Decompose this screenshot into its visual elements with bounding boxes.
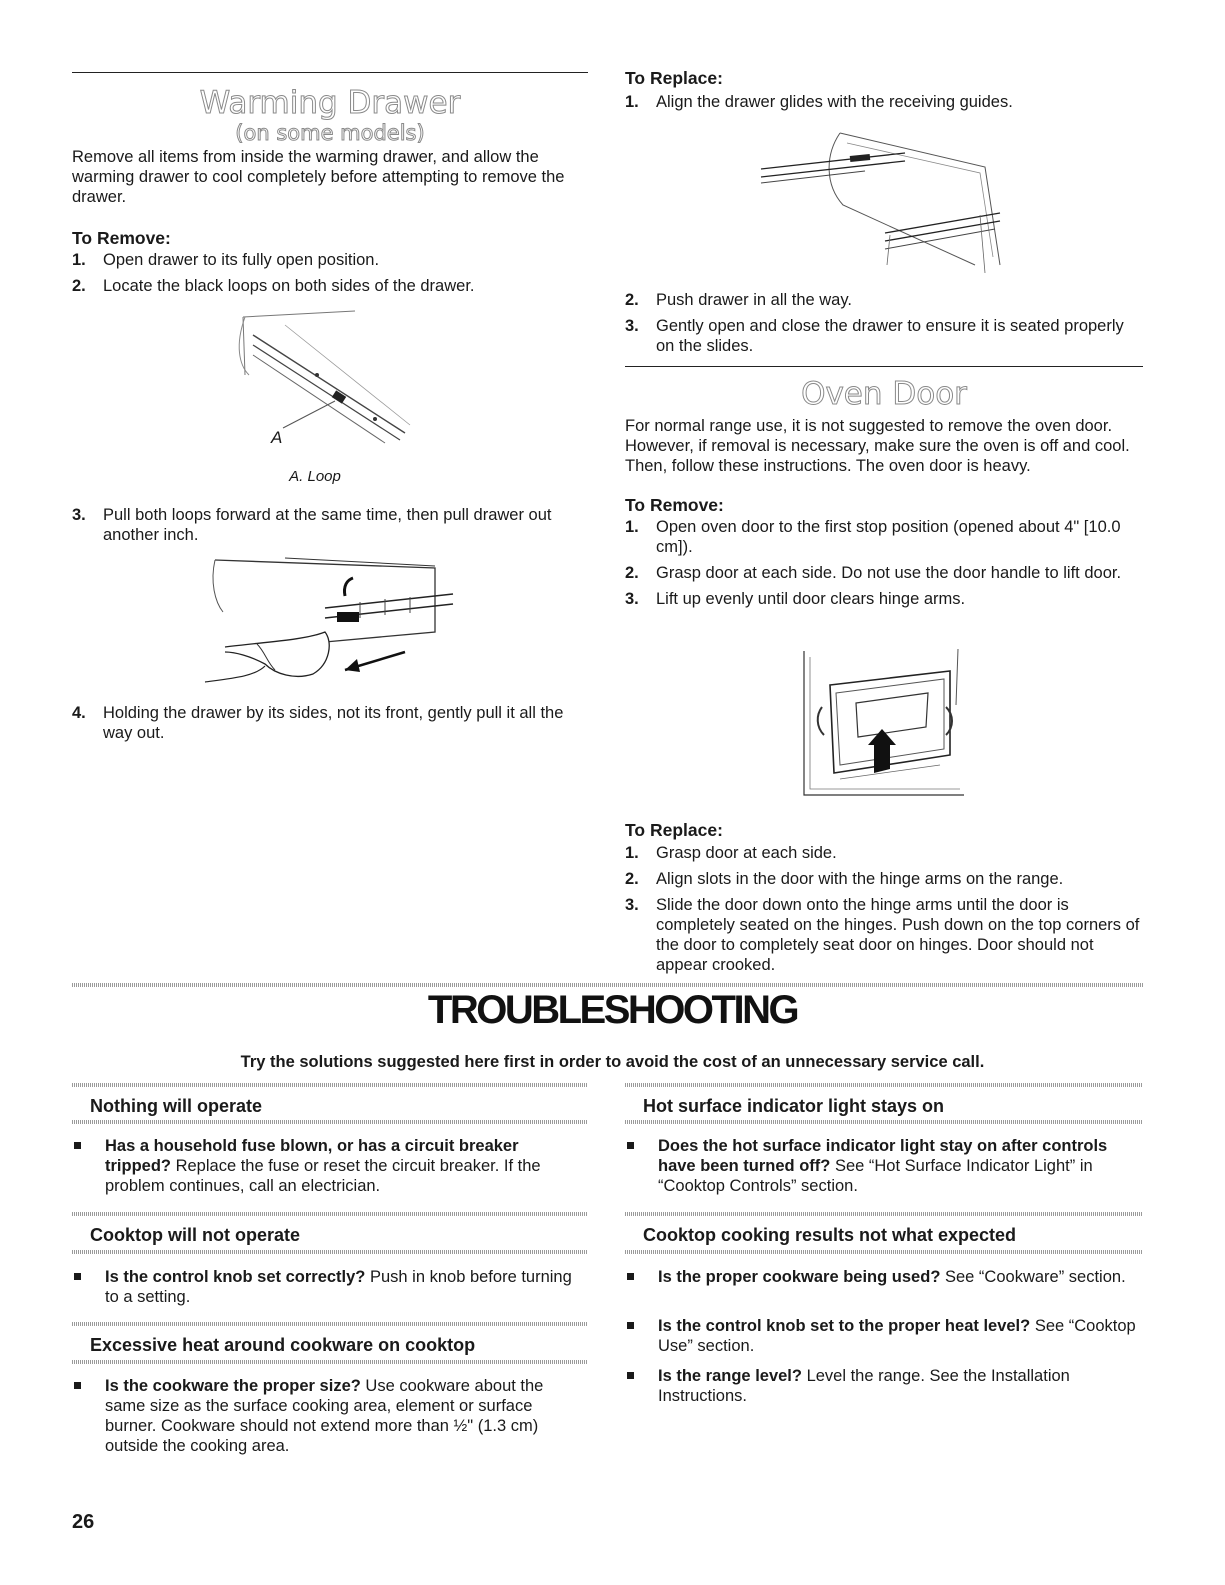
page-number: 26	[72, 1511, 95, 1533]
step-text: Pull both loops forward at the same time, then pull drawer out another inch.	[103, 506, 552, 544]
step-number: 4.	[72, 704, 86, 722]
warming-drawer-intro: Remove all items from inside the warming drawer, and allow the warming drawer to cool completely before attempting to remove the drawer.	[72, 148, 565, 206]
section-rule	[625, 366, 1143, 367]
list-item	[72, 276, 588, 296]
problem-divider	[72, 1322, 588, 1326]
step-number: 2.	[625, 564, 639, 582]
list-item	[625, 1366, 1145, 1406]
step-text: Open drawer to its fully open position.	[103, 251, 380, 269]
drawer-glides-illustration	[755, 125, 1015, 280]
problem-divider	[72, 1250, 588, 1254]
step-number: 1.	[625, 93, 639, 111]
list-item	[625, 517, 1145, 557]
step-number: 1.	[625, 844, 639, 862]
bullet-marker	[627, 1322, 634, 1329]
question-text: Is the control knob set to the proper heat level?	[658, 1317, 1031, 1335]
list-item	[72, 703, 588, 743]
step-number: 2.	[625, 291, 639, 309]
answer-text: See “Cookware” section.	[940, 1268, 1126, 1286]
to-replace-heading: To Replace:	[625, 68, 723, 88]
troubleshooting-title: TROUBLESHOOTING	[427, 988, 798, 1032]
problem-heading: Excessive heat around cookware on cooktop	[90, 1335, 476, 1355]
step-text: Lift up evenly until door clears hinge arms.	[656, 590, 966, 608]
problem-divider	[72, 1360, 588, 1364]
step-text: Open oven door to the first stop position (opened about 4" [10.0 cm]).	[656, 518, 1121, 556]
problem-heading: Cooktop cooking results not what expected	[643, 1225, 1017, 1245]
question-text: Does the hot surface indicator light stay on after controls have been turned off?	[658, 1137, 1108, 1175]
step-text: Holding the drawer by its sides, not its front, gently pull it all the way out.	[103, 704, 564, 742]
oven-remove-steps-list	[625, 517, 1145, 615]
bullet-marker	[627, 1372, 634, 1379]
problem-divider	[72, 1120, 588, 1124]
list-item	[625, 843, 1145, 863]
step-text: Slide the door down onto the hinge arms until the door is completely seated on the hinges. Push down on the top corners of the door to completely seat door on hinges. Door should not appear crooked.	[656, 896, 1140, 974]
replace-step-1	[625, 92, 1145, 118]
hand-pulling-drawer-illustration	[195, 552, 465, 692]
step-text: Grasp door at each side.	[656, 844, 837, 862]
list-item	[72, 1136, 588, 1196]
figure-label-a: A	[271, 428, 283, 447]
bullet-marker	[627, 1273, 634, 1280]
remove-step-3	[72, 505, 588, 551]
list-item	[625, 1136, 1145, 1196]
oven-replace-steps-list	[625, 843, 1145, 981]
oven-to-replace-heading: To Replace:	[625, 820, 723, 840]
problem-divider	[625, 1250, 1143, 1254]
bullet-marker	[74, 1142, 81, 1149]
question-text: Is the range level?	[658, 1367, 802, 1385]
step-text: Locate the black loops on both sides of the drawer.	[103, 277, 475, 295]
list-item	[625, 92, 1145, 112]
step-text: Push drawer in all the way.	[656, 291, 852, 309]
step-number: 1.	[625, 518, 639, 536]
bullet-marker	[74, 1382, 81, 1389]
list-item	[72, 1376, 588, 1456]
problem-heading: Cooktop will not operate	[90, 1225, 300, 1245]
problem-divider	[625, 1120, 1143, 1124]
step-number: 3.	[72, 506, 86, 524]
oven-door-illustration	[800, 645, 970, 800]
problem-divider	[72, 1083, 588, 1087]
section-divider	[72, 983, 1144, 987]
answer-text: Use cookware about the same size as the surface cooking area, element or surface burner. Cookware should not extend more than ½" (1.3 cm) outside the cooking area.	[105, 1377, 544, 1455]
list-item	[625, 1267, 1145, 1287]
step-text: Grasp door at each side. Do not use the door handle to lift door.	[656, 564, 1122, 582]
problem-divider	[72, 1212, 588, 1216]
question-text: Is the cookware the proper size?	[105, 1377, 361, 1395]
remove-step-4	[72, 703, 588, 749]
to-remove-heading: To Remove:	[72, 228, 171, 248]
step-number: 2.	[72, 277, 86, 295]
question-text: Is the control knob set correctly?	[105, 1268, 366, 1286]
problem-heading: Nothing will operate	[90, 1096, 263, 1116]
step-number: 3.	[625, 317, 639, 335]
answer-text: See “Hot Surface Indicator Light” in “Cooktop Controls” section.	[658, 1157, 1093, 1195]
problem-divider	[625, 1083, 1143, 1087]
replace-steps-list	[625, 290, 1145, 362]
list-item	[625, 1316, 1145, 1356]
step-number: 2.	[625, 870, 639, 888]
figure-caption: A. Loop	[289, 468, 341, 485]
drawer-loop-illustration	[225, 305, 425, 455]
oven-door-title: Oven Door	[801, 376, 967, 412]
list-item	[625, 895, 1145, 975]
answer-text: Level the range. See the Installation Instructions.	[658, 1367, 1070, 1405]
problem-heading: Hot surface indicator light stays on	[643, 1096, 945, 1116]
list-item	[625, 869, 1145, 889]
list-item	[625, 316, 1145, 356]
list-item	[625, 563, 1145, 583]
list-item	[625, 290, 1145, 310]
step-number: 3.	[625, 590, 639, 608]
answer-text: Push in knob before turning to a setting.	[105, 1268, 572, 1306]
question-text: Has a household fuse blown, or has a circuit breaker tripped?	[105, 1137, 519, 1175]
answer-text: Replace the fuse or reset the circuit breaker. If the problem continues, call an electrician.	[105, 1157, 541, 1195]
remove-steps-list	[72, 250, 588, 302]
step-number: 3.	[625, 896, 639, 914]
bullet-marker	[74, 1273, 81, 1280]
step-number: 1.	[72, 251, 86, 269]
step-text: Gently open and close the drawer to ensure it is seated properly on the slides.	[656, 317, 1124, 355]
question-text: Is the proper cookware being used?	[658, 1268, 941, 1286]
list-item	[72, 1267, 588, 1307]
problem-divider	[625, 1212, 1143, 1216]
warming-drawer-title: Warming Drawer	[199, 85, 461, 121]
section-rule	[72, 72, 588, 73]
troubleshooting-intro: Try the solutions suggested here first in order to avoid the cost of an unnecessary service call.	[240, 1053, 985, 1071]
list-item	[72, 250, 588, 270]
oven-door-intro: For normal range use, it is not suggested to remove the oven door. However, if removal is necessary, make sure the oven is off and cool. Then, follow these instructions. The oven door is heavy.	[625, 417, 1130, 475]
step-text: Align slots in the door with the hinge arms on the range.	[656, 870, 1064, 888]
list-item	[72, 505, 588, 545]
warming-drawer-subtitle: (on some models)	[235, 121, 425, 145]
step-text: Align the drawer glides with the receiving guides.	[656, 93, 1013, 111]
list-item	[625, 589, 1145, 609]
answer-text: See “Cooktop Use” section.	[658, 1317, 1136, 1355]
bullet-marker	[627, 1142, 634, 1149]
oven-to-remove-heading: To Remove:	[625, 495, 724, 515]
